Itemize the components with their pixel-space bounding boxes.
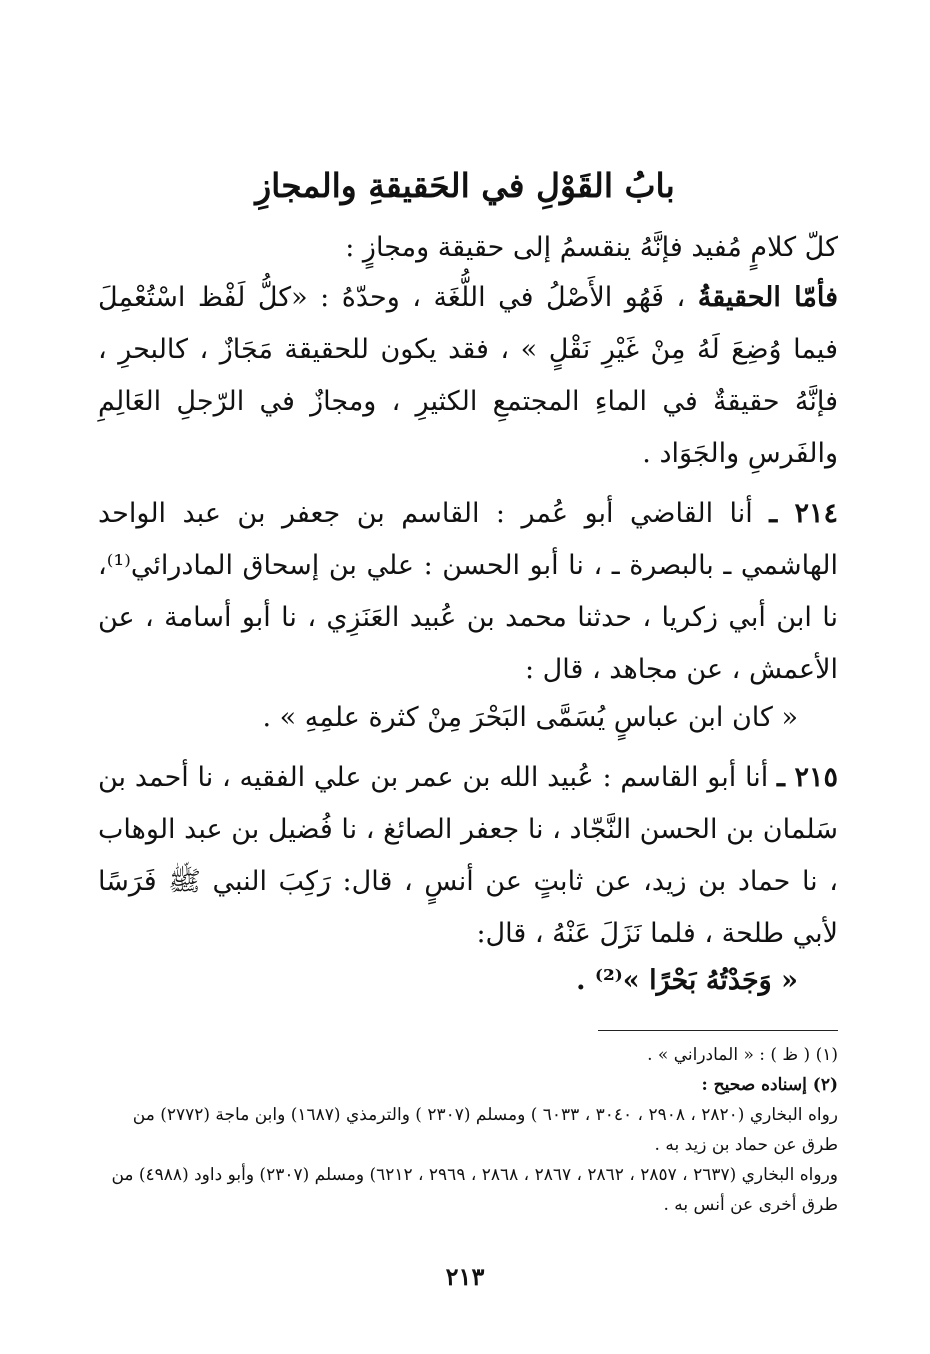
hadith-215-number: ٢١٥ ـ <box>777 762 838 793</box>
hadith-215-quote-block <box>58 955 838 1007</box>
intro-text: كلّ كلامٍ مُفيد فإنَّهُ ينقسمُ إلى حقيقة ومجازٍ : <box>345 232 838 263</box>
chapter-title: بابُ القَوْلِ في الحَقيقةِ والمجازِ <box>255 166 675 205</box>
footnote-separator <box>598 1030 838 1031</box>
hadith-214-number: ٢١٤ ـ <box>769 498 838 529</box>
hadith-214-quote-block <box>58 692 838 744</box>
definition-lead: فأمّا الحقيقةُ <box>697 282 838 313</box>
hadith-214-quote: « كان ابن عباسٍ يُسَمَّى البَحْرَ مِنْ كثرة علمِهِ » . <box>262 702 798 733</box>
hadith-214 <box>98 488 838 696</box>
footnote-2-text-a: رواه البخاري (٢٨٢٠ ، ٢٩٠٨ ، ٣٠٤٠ ، ٦٠٣٣ ) ومسلم (٢٣٠٧ ) والترمذي (١٦٨٧) وابن ماجة (٢٧٧٢) من طرق عن حماد بن زيد به . <box>132 1105 838 1155</box>
footnotes <box>98 1040 838 1220</box>
hadith-215-text: أنا أبو القاسم : عُبيد الله بن عمر بن علي الفقيه ، نا أحمد بن سَلمان بن الحسن النَّجّاد ، نا جعفر الصائغ ، نا فُضيل بن عبد الوهاب ، نا حماد بن زيد، عن ثابتٍ عن أنسٍ ، قال: رَكِبَ النبي ﷺ فَرَسًا لأبي طلحة ، فلما نَزَلَ عَنْهُ ، قال: <box>98 762 838 949</box>
hadith-215-quote: « وَجَدْتُهُ بَحْرًا »⁽²⁾ . <box>576 965 798 996</box>
intro-paragraph <box>98 222 838 274</box>
definition-paragraph <box>98 272 838 480</box>
footnote-2-heading: (٢) إسناده صحيح : <box>701 1075 838 1095</box>
footnote-1: (١) ( ظ ) : « المادراني » . <box>647 1045 838 1065</box>
hadith-215 <box>98 752 838 960</box>
definition-text: ، فَهُو الأَصْلُ في اللُّغَة ، وحدّهُ : «كلُّ لَفْظ اسْتُعْمِلَ فيما وُضِعَ لَهُ مِنْ غَيْرِ نَقْلٍ » ، فقد يكون للحقيقة مَجَازٌ ، كالبحرِ ، فإنَّهُ حقيقةٌ في الماءِ المجتمعِ الكثيرِ ، ومجازٌ في الرّجلِ العَالِمِ والفَرسِ والجَوَاد . <box>98 282 838 469</box>
hadith-214-text: أنا القاضي أبو عُمر : القاسم بن جعفر بن عبد الواحد الهاشمي ـ بالبصرة ـ ، نا أبو الحسن : علي بن إسحاق المادرائي⁽¹⁾، نا ابن أبي زكريا ، حدثنا محمد بن عُبيد العَنَزِي ، نا أبو أسامة ، عن الأعمش ، عن مجاهد ، قال : <box>98 498 838 685</box>
page-number: ٢١٣ <box>445 1262 485 1291</box>
footnote-2-text-b: ورواه البخاري (٢٦٣٧ ، ٢٨٥٧ ، ٢٨٦٢ ، ٢٨٦٧ ، ٢٨٦٨ ، ٢٩٦٩ ، ٦٢١٢) ومسلم (٢٣٠٧) وأبو داود (٤٩٨٨) من طرق أخرى عن أنس به . <box>111 1165 838 1215</box>
